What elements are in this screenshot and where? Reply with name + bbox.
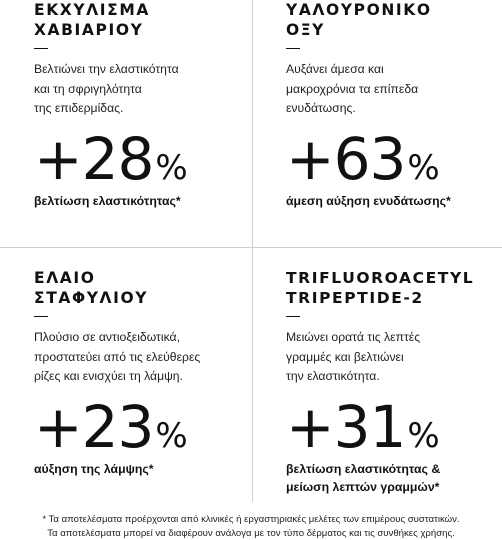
- title-underline: [286, 316, 300, 317]
- stat-unit: %: [407, 147, 440, 188]
- stat-value: +31: [286, 392, 406, 461]
- ingredient-card-trifluoroacetyl-tripeptide: [286, 268, 502, 496]
- ingredient-title-line: ΕΛΑΙΟ: [34, 269, 96, 287]
- stat-unit: %: [155, 415, 188, 456]
- title-underline: [286, 48, 300, 49]
- stat-figure: [286, 392, 502, 461]
- ingredient-title: [286, 0, 502, 40]
- stat-unit: %: [407, 415, 440, 456]
- ingredient-description: [286, 60, 502, 119]
- caption-line: αύξηση της λάμψης*: [34, 461, 154, 476]
- ingredient-title-line: ΣΤΑΦΥΛΙΟΥ: [34, 289, 149, 307]
- horizontal-divider: [0, 247, 502, 248]
- ingredient-title-line: ΕΚΧΥΛΙΣΜΑ: [34, 1, 150, 19]
- ingredient-title: [34, 268, 264, 308]
- ingredient-title-line: TRIPEPTIDE-2: [286, 289, 424, 307]
- ingredient-description: [286, 328, 502, 387]
- caption-line: βελτίωση ελαστικότητας*: [34, 193, 181, 208]
- caption-line: άμεση αύξηση ενυδάτωσης*: [286, 193, 451, 208]
- stat-unit: %: [155, 147, 188, 188]
- footnote-line: * Τα αποτελέσματα προέρχονται από κλινικές ή εργαστηριακές μελέτες των επιμέρους συστατικών.: [42, 514, 460, 525]
- caption-line: βελτίωση ελαστικότητας &: [286, 461, 441, 476]
- description-line: προστατεύει από τις ελεύθερες: [34, 349, 201, 364]
- description-line: Αυξάνει άμεσα και: [286, 62, 384, 76]
- ingredient-title: [286, 268, 502, 308]
- disclaimer-footnote: [0, 513, 502, 540]
- stat-caption: [286, 192, 502, 210]
- description-line: την ελαστικότητα.: [286, 369, 380, 383]
- ingredient-description: [34, 328, 264, 387]
- stat-figure: [286, 124, 502, 193]
- title-underline: [34, 48, 48, 49]
- title-underline: [34, 316, 48, 317]
- ingredient-card-caviar-extract: [34, 0, 264, 210]
- description-line: γραμμές και βελτιώνει: [286, 349, 404, 364]
- ingredient-description: [34, 60, 264, 119]
- ingredient-card-grapeseed-oil: [34, 268, 264, 478]
- description-line: μακροχρόνια τα επίπεδα: [286, 81, 419, 96]
- stat-caption: [34, 192, 264, 210]
- ingredient-card-hyaluronic-acid: [286, 0, 502, 210]
- description-line: ρίζες και ενισχύει τη λάμψη.: [34, 369, 183, 383]
- ingredient-title-line: ΧΑΒΙΑΡΙΟΥ: [34, 21, 144, 39]
- ingredient-title-line: ΟΞΥ: [286, 21, 325, 39]
- stat-caption: [34, 460, 264, 478]
- footnote-line: Τα αποτελέσματα μπορεί να διαφέρουν ανάλογα με τον τύπο δέρματος και τις συνθήκες χρήσης.: [47, 527, 455, 539]
- description-line: Μειώνει ορατά τις λεπτές: [286, 330, 421, 344]
- description-line: Πλούσιο σε αντιοξειδωτικά,: [34, 330, 180, 344]
- ingredient-title-line: ΥΑΛΟΥΡΟΝΙΚΟ: [286, 1, 432, 19]
- stat-value: +28: [34, 124, 154, 193]
- stat-value: +63: [286, 124, 406, 193]
- description-line: Βελτιώνει την ελαστικότητα: [34, 62, 179, 76]
- stat-value: +23: [34, 392, 154, 461]
- stat-figure: [34, 392, 264, 461]
- ingredient-title-line: TRIFLUOROACETYL: [286, 269, 475, 287]
- description-line: και τη σφριγηλότητα: [34, 81, 142, 96]
- description-line: ενυδάτωσης.: [286, 101, 356, 115]
- caption-line: μείωση λεπτών γραμμών*: [286, 479, 440, 494]
- ingredient-title: [34, 0, 264, 40]
- stat-figure: [34, 124, 264, 193]
- stat-caption: [286, 460, 502, 496]
- description-line: της επιδερμίδας.: [34, 101, 124, 115]
